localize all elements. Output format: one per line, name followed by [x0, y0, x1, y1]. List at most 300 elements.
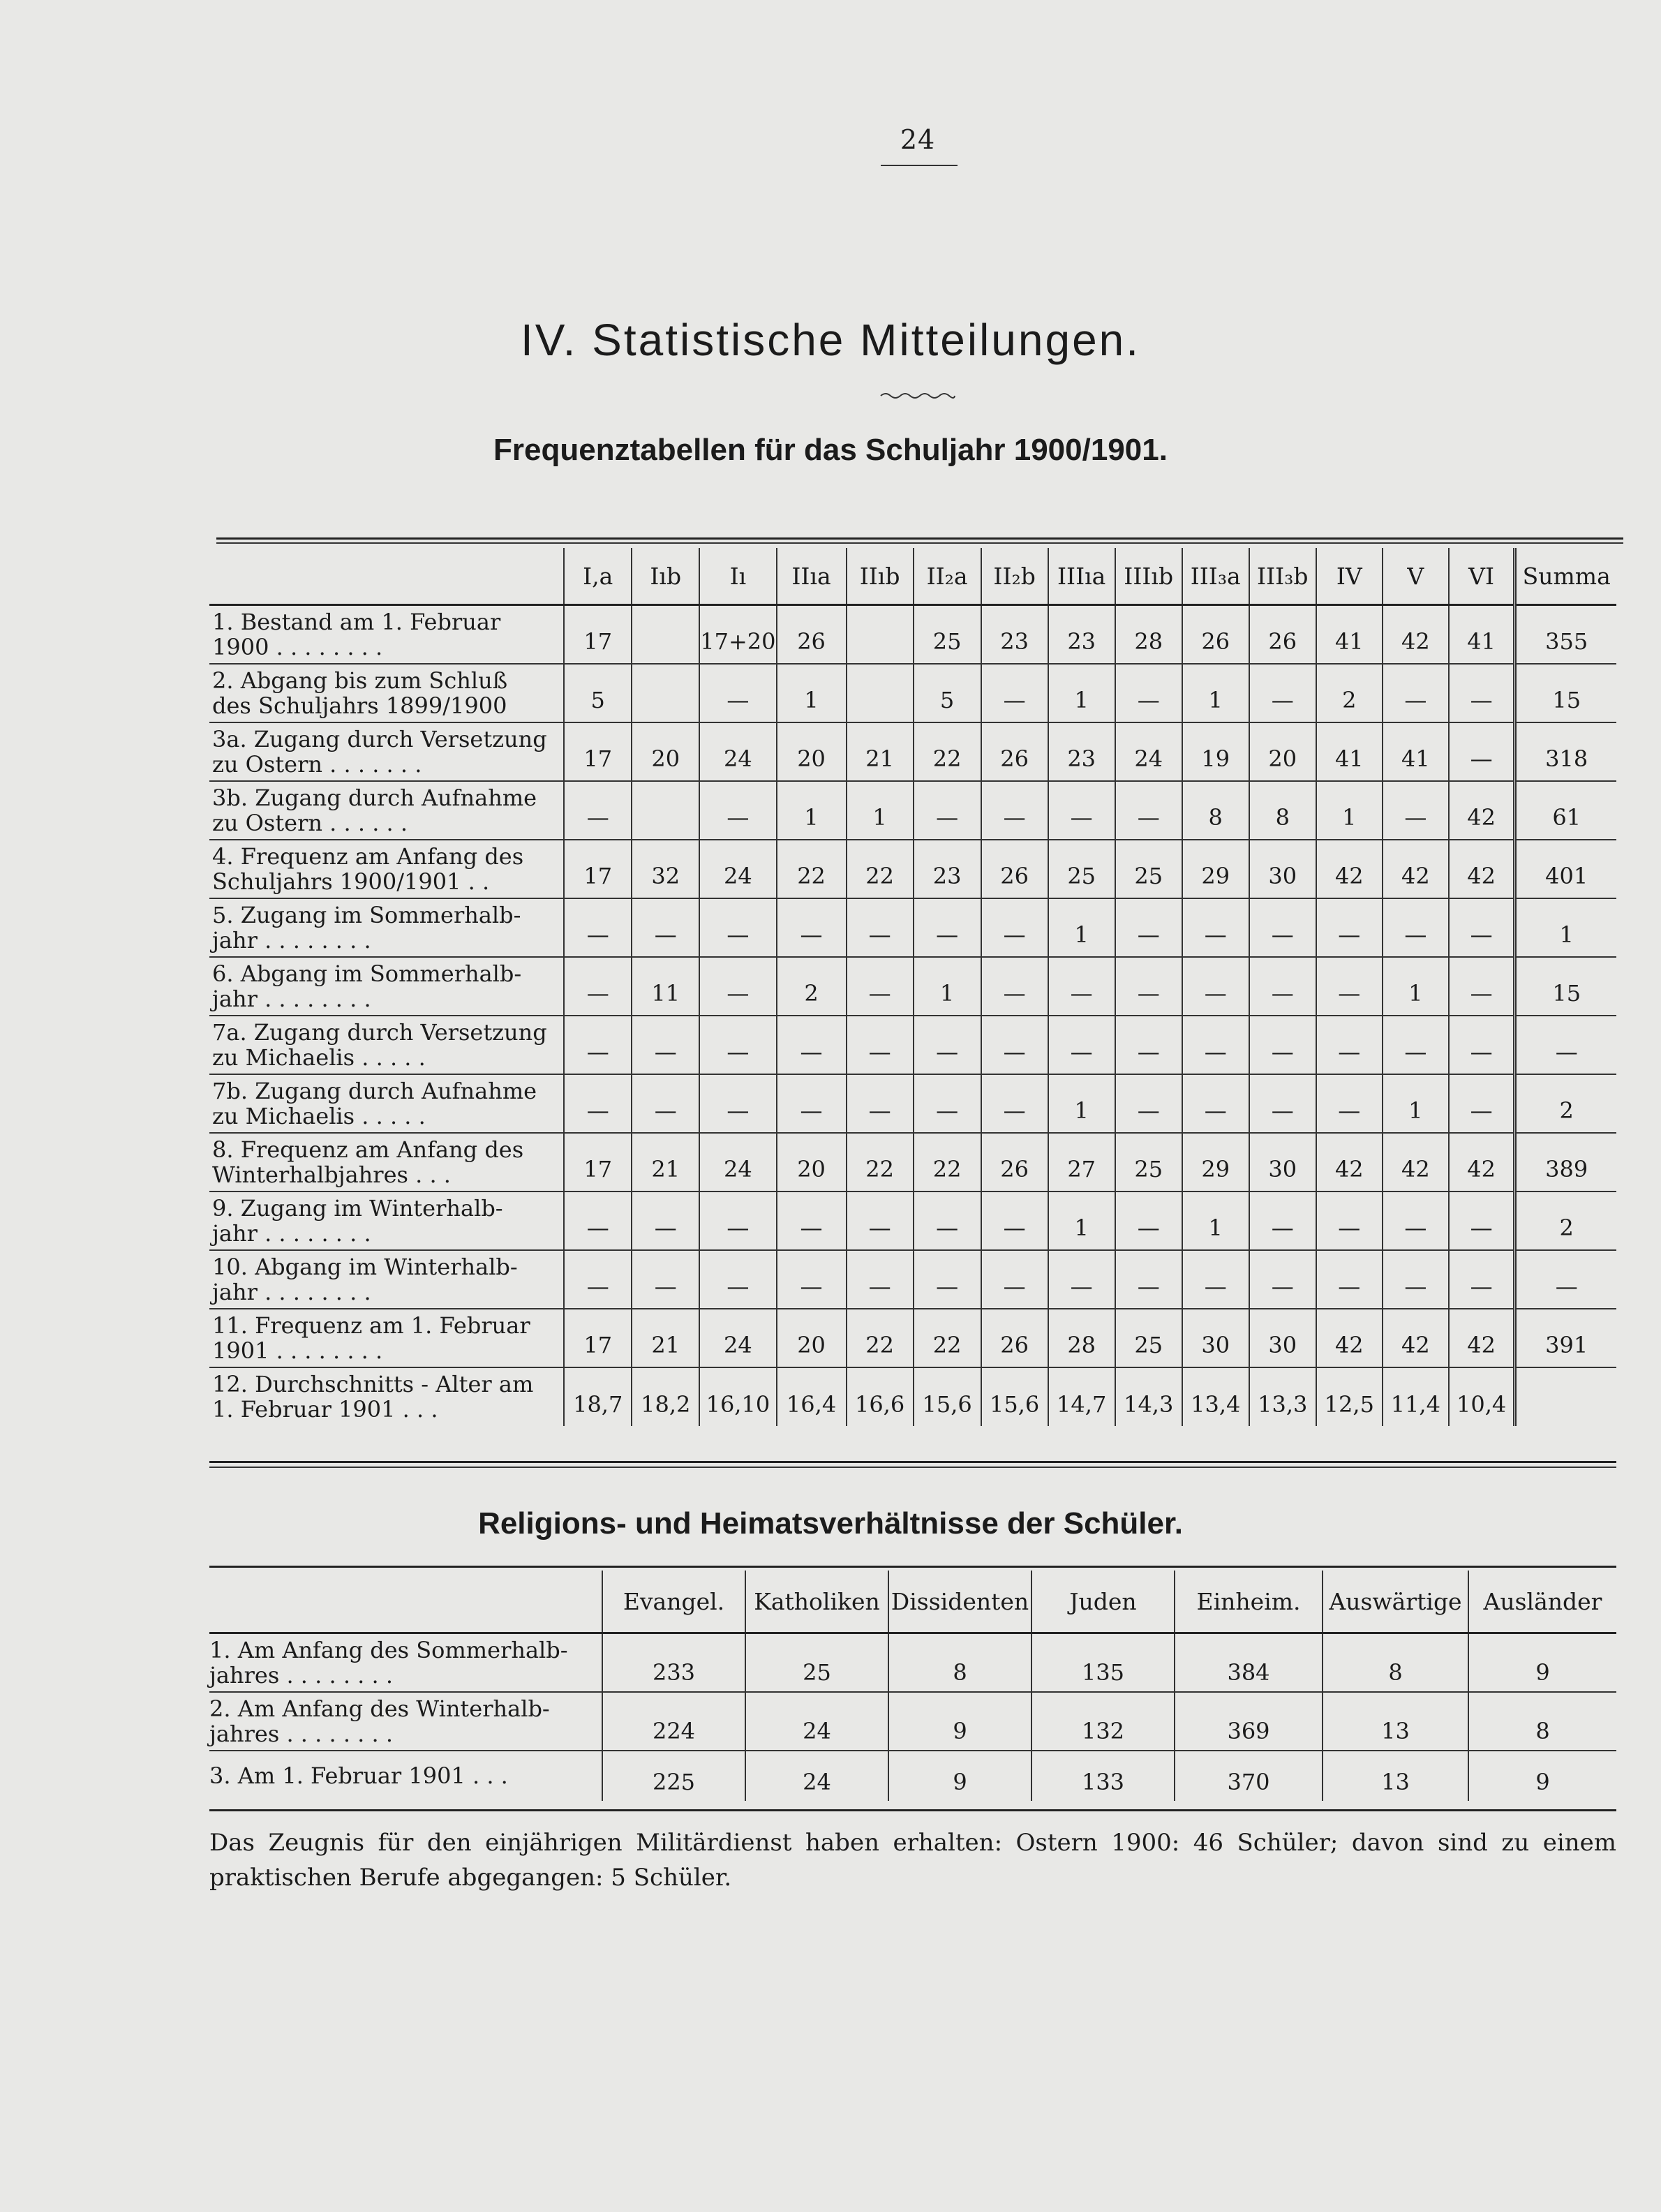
col-header: Katholiken [745, 1571, 888, 1633]
value-cell: 30 [1249, 840, 1316, 898]
value-cell: — [699, 957, 776, 1016]
value-cell: 18,2 [632, 1367, 699, 1426]
summa-cell: 401 [1515, 840, 1616, 898]
col-header: Ausländer [1468, 1571, 1616, 1633]
value-cell: — [1115, 664, 1182, 722]
row-label-line: zu Michaelis . . . . . [212, 1044, 426, 1071]
frequency-table-title: Frequenztabellen für das Schuljahr 1900/1901. [493, 433, 1168, 467]
value-cell: 1 [1182, 1192, 1249, 1250]
col-header: IIıb [847, 548, 914, 605]
value-cell: — [699, 664, 776, 722]
value-cell: 14,3 [1115, 1367, 1182, 1426]
page-number-rule [881, 165, 958, 166]
summa-cell: 15 [1515, 957, 1616, 1016]
value-cell: — [1115, 1192, 1182, 1250]
value-cell: 11 [632, 957, 699, 1016]
value-cell: 1 [1048, 898, 1115, 957]
summa-cell: 15 [1515, 664, 1616, 722]
value-cell: — [981, 1192, 1048, 1250]
row-label [209, 1692, 602, 1751]
value-cell: — [1182, 898, 1249, 957]
value-cell: — [1048, 1250, 1115, 1309]
row-label-line: 11. Frequenz am 1. Februar [212, 1312, 530, 1339]
value-cell: 1 [914, 957, 981, 1016]
row-label-line: 7a. Zugang durch Versetzung [212, 1018, 547, 1046]
value-cell: 26 [981, 840, 1048, 898]
value-cell: 19 [1182, 722, 1249, 781]
summa-cell: 61 [1515, 781, 1616, 840]
value-cell: 8 [1323, 1633, 1468, 1692]
value-cell: — [1249, 1250, 1316, 1309]
row-label-line: zu Michaelis . . . . . [212, 1102, 426, 1129]
row-label [209, 1751, 602, 1801]
header-label-cell [209, 1571, 602, 1633]
row-label-line: jahres . . . . . . . . [209, 1661, 394, 1688]
value-cell: 23 [1048, 722, 1115, 781]
table-top-rule-2 [216, 542, 1623, 544]
table-bottom-rule-2 [209, 1467, 1616, 1468]
value-cell: 17 [564, 1309, 632, 1367]
value-cell: — [1449, 664, 1515, 722]
value-cell: — [914, 898, 981, 957]
value-cell: 8 [1182, 781, 1249, 840]
value-cell: — [1048, 957, 1115, 1016]
value-cell: 22 [914, 1133, 981, 1192]
value-cell: 9 [888, 1751, 1031, 1801]
value-cell: — [981, 781, 1048, 840]
value-cell: 42 [1383, 1133, 1449, 1192]
value-cell: 15,6 [981, 1367, 1048, 1426]
row-label-line: Winterhalbjahres . . . [212, 1161, 451, 1188]
row-label [209, 1250, 564, 1309]
value-cell: 24 [699, 722, 776, 781]
value-cell: 42 [1316, 1309, 1383, 1367]
value-cell: 15,6 [914, 1367, 981, 1426]
value-cell: — [564, 957, 632, 1016]
value-cell: 26 [981, 1309, 1048, 1367]
summa-cell: 389 [1515, 1133, 1616, 1192]
value-cell: 28 [1115, 605, 1182, 664]
value-cell [632, 605, 699, 664]
value-cell: — [981, 1016, 1048, 1074]
table-row [209, 1016, 1616, 1074]
table-row [209, 605, 1616, 664]
value-cell: — [847, 957, 914, 1016]
value-cell: — [981, 664, 1048, 722]
value-cell: — [699, 1250, 776, 1309]
value-cell: 41 [1316, 605, 1383, 664]
value-cell: — [1383, 664, 1449, 722]
value-cell: 21 [847, 722, 914, 781]
table-row [209, 664, 1616, 722]
row-label-line: 12. Durchschnitts - Alter am [212, 1371, 534, 1397]
value-cell: — [1449, 1250, 1515, 1309]
col-header: II₂a [914, 548, 981, 605]
value-cell: — [1449, 1192, 1515, 1250]
row-label-line: 1901 . . . . . . . . [212, 1337, 383, 1364]
value-cell: 17 [564, 722, 632, 781]
row-label [209, 1633, 602, 1692]
row-label-line: jahr . . . . . . . . [212, 1219, 371, 1247]
value-cell: 12,5 [1316, 1367, 1383, 1426]
value-cell: 26 [777, 605, 847, 664]
value-cell: — [847, 898, 914, 957]
col-header: IIIıa [1048, 548, 1115, 605]
value-cell: 42 [1316, 1133, 1383, 1192]
value-cell: 10,4 [1449, 1367, 1515, 1426]
value-cell: 16,10 [699, 1367, 776, 1426]
table-row [209, 898, 1616, 957]
value-cell [632, 781, 699, 840]
value-cell: 42 [1449, 1309, 1515, 1367]
value-cell: — [564, 898, 632, 957]
value-cell: — [1449, 1074, 1515, 1133]
summa-cell: 2 [1515, 1192, 1616, 1250]
value-cell: 20 [777, 722, 847, 781]
value-cell: 24 [699, 1133, 776, 1192]
value-cell: 20 [777, 1133, 847, 1192]
value-cell: 16,4 [777, 1367, 847, 1426]
col-header: II₂b [981, 548, 1048, 605]
row-label-line: 1. Februar 1901 . . . [212, 1396, 438, 1423]
value-cell: — [699, 898, 776, 957]
row-label-line: 3. Am 1. Februar 1901 . . . [209, 1762, 508, 1789]
value-cell: — [632, 1192, 699, 1250]
row-label-line: 5. Zugang im Sommerhalb- [212, 901, 521, 928]
value-cell: 29 [1182, 840, 1249, 898]
value-cell: 25 [1048, 840, 1115, 898]
value-cell: — [1115, 957, 1182, 1016]
row-label [209, 605, 564, 664]
value-cell: — [1115, 898, 1182, 957]
table-row [209, 1192, 1616, 1250]
table-row [209, 1250, 1616, 1309]
value-cell: — [1048, 1016, 1115, 1074]
value-cell: 20 [777, 1309, 847, 1367]
row-label [209, 1074, 564, 1133]
frequency-header-row [209, 548, 1616, 605]
col-header: Iıb [632, 548, 699, 605]
table-row [209, 1309, 1616, 1367]
value-cell: — [777, 1192, 847, 1250]
value-cell: 233 [602, 1633, 745, 1692]
table-row [209, 1074, 1616, 1133]
value-cell: 1 [777, 664, 847, 722]
value-cell: — [1383, 898, 1449, 957]
value-cell: — [632, 1016, 699, 1074]
table-row [209, 957, 1616, 1016]
religion-header-row [209, 1571, 1616, 1633]
table-row [209, 1367, 1616, 1426]
value-cell: — [981, 1250, 1048, 1309]
row-label-line: 1. Am Anfang des Sommerhalb- [209, 1636, 568, 1663]
value-cell: — [1316, 1074, 1383, 1133]
value-cell: — [1115, 1074, 1182, 1133]
table-row [209, 1692, 1616, 1751]
value-cell: 24 [699, 1309, 776, 1367]
value-cell: — [847, 1074, 914, 1133]
value-cell: — [1383, 1016, 1449, 1074]
value-cell: 30 [1182, 1309, 1249, 1367]
row-label-line: zu Ostern . . . . . . . [212, 750, 422, 778]
col-header: Auswärtige [1323, 1571, 1468, 1633]
value-cell: 1 [1383, 1074, 1449, 1133]
row-label-line: jahres . . . . . . . . [209, 1720, 394, 1747]
value-cell: — [699, 781, 776, 840]
value-cell: 41 [1383, 722, 1449, 781]
value-cell: — [1249, 957, 1316, 1016]
value-cell: — [1182, 1016, 1249, 1074]
col-header: III₃b [1249, 548, 1316, 605]
value-cell: 17 [564, 1133, 632, 1192]
col-header: Juden [1031, 1571, 1175, 1633]
row-label-line: des Schuljahrs 1899/1900 [212, 692, 507, 719]
value-cell: 18,7 [564, 1367, 632, 1426]
section-title: IV. Statistische Mitteilungen. [520, 315, 1141, 365]
value-cell: 22 [914, 1309, 981, 1367]
value-cell: — [1316, 1016, 1383, 1074]
value-cell: 23 [1048, 605, 1115, 664]
table-row [209, 722, 1616, 781]
value-cell: 32 [632, 840, 699, 898]
table-row [209, 1751, 1616, 1801]
value-cell: 23 [981, 605, 1048, 664]
col-header: IIıa [777, 548, 847, 605]
value-cell: — [1115, 1250, 1182, 1309]
value-cell: 132 [1031, 1692, 1175, 1751]
value-cell: 2 [777, 957, 847, 1016]
row-label [209, 1133, 564, 1192]
summa-cell: 391 [1515, 1309, 1616, 1367]
row-label [209, 898, 564, 957]
value-cell: — [1182, 957, 1249, 1016]
value-cell: 42 [1449, 840, 1515, 898]
value-cell: — [981, 1074, 1048, 1133]
summa-cell [1515, 1367, 1616, 1426]
value-cell: 1 [1048, 1192, 1115, 1250]
value-cell: — [632, 1074, 699, 1133]
value-cell: 224 [602, 1692, 745, 1751]
value-cell: 26 [981, 722, 1048, 781]
summa-cell: 1 [1515, 898, 1616, 957]
value-cell: 1 [1383, 957, 1449, 1016]
value-cell: 30 [1249, 1133, 1316, 1192]
religion-table-title: Religions- und Heimatsverhältnisse der Schüler. [478, 1506, 1183, 1541]
value-cell: 17 [564, 840, 632, 898]
value-cell: — [1182, 1250, 1249, 1309]
value-cell: — [1115, 1016, 1182, 1074]
value-cell: 27 [1048, 1133, 1115, 1192]
page-number: 24 [900, 124, 936, 155]
row-label-line: 1900 . . . . . . . . [212, 633, 383, 660]
col-header: V [1383, 548, 1449, 605]
value-cell: 42 [1383, 605, 1449, 664]
value-cell: 42 [1449, 781, 1515, 840]
value-cell: 133 [1031, 1751, 1175, 1801]
value-cell: — [1449, 898, 1515, 957]
value-cell: — [1316, 957, 1383, 1016]
value-cell: 1 [1048, 664, 1115, 722]
value-cell: — [914, 1074, 981, 1133]
summa-header: Summa [1515, 548, 1616, 605]
value-cell [847, 605, 914, 664]
value-cell: 17 [564, 605, 632, 664]
value-cell: — [777, 1074, 847, 1133]
value-cell: — [699, 1192, 776, 1250]
value-cell: — [1449, 722, 1515, 781]
value-cell: 22 [847, 1309, 914, 1367]
row-label-line: 8. Frequenz am Anfang des [212, 1136, 524, 1163]
col-header: III₃a [1182, 548, 1249, 605]
row-label-line: jahr . . . . . . . . [212, 985, 371, 1012]
row-label-line: 9. Zugang im Winterhalb- [212, 1194, 503, 1222]
value-cell: 24 [745, 1692, 888, 1751]
value-cell: — [1316, 898, 1383, 957]
value-cell: — [1249, 1074, 1316, 1133]
value-cell: — [1249, 1016, 1316, 1074]
row-label [209, 1367, 564, 1426]
row-label [209, 957, 564, 1016]
value-cell: — [1316, 1250, 1383, 1309]
value-cell: 20 [632, 722, 699, 781]
value-cell: — [777, 1250, 847, 1309]
value-cell: 25 [914, 605, 981, 664]
value-cell: 24 [745, 1751, 888, 1801]
row-label-line: jahr . . . . . . . . [212, 1278, 371, 1305]
row-label [209, 1192, 564, 1250]
frequency-table [209, 548, 1616, 1426]
value-cell: 8 [1249, 781, 1316, 840]
value-cell: 8 [1468, 1692, 1616, 1751]
value-cell: 9 [1468, 1633, 1616, 1692]
col-header: VI [1449, 548, 1515, 605]
summa-cell: — [1515, 1016, 1616, 1074]
header-label-cell [209, 548, 564, 605]
value-cell: — [914, 1192, 981, 1250]
summa-cell: — [1515, 1250, 1616, 1309]
value-cell: — [1383, 1192, 1449, 1250]
table-top-rule [216, 537, 1623, 540]
value-cell: 23 [914, 840, 981, 898]
row-label-line: 6. Abgang im Sommerhalb- [212, 960, 522, 987]
value-cell: — [777, 898, 847, 957]
value-cell: — [699, 1016, 776, 1074]
row-label [209, 781, 564, 840]
value-cell: 22 [847, 840, 914, 898]
value-cell: 22 [847, 1133, 914, 1192]
value-cell: 41 [1449, 605, 1515, 664]
value-cell: — [564, 1016, 632, 1074]
value-cell: 13,4 [1182, 1367, 1249, 1426]
row-label-line: Schuljahrs 1900/1901 . . [212, 868, 490, 895]
value-cell: 9 [888, 1692, 1031, 1751]
value-cell: 5 [914, 664, 981, 722]
value-cell: 1 [777, 781, 847, 840]
row-label-line: 2. Abgang bis zum Schluß [212, 667, 508, 694]
value-cell: — [1249, 664, 1316, 722]
value-cell: 42 [1383, 840, 1449, 898]
value-cell: 25 [745, 1633, 888, 1692]
col-header: IV [1316, 548, 1383, 605]
value-cell: 22 [914, 722, 981, 781]
row-label-line: 4. Frequenz am Anfang des [212, 843, 524, 870]
value-cell: — [981, 898, 1048, 957]
value-cell: 14,7 [1048, 1367, 1115, 1426]
rel-table-top-rule [209, 1566, 1616, 1568]
value-cell: 2 [1316, 664, 1383, 722]
table-bottom-rule [209, 1461, 1616, 1463]
value-cell: — [1182, 1074, 1249, 1133]
value-cell: 17+20 [699, 605, 776, 664]
value-cell: 28 [1048, 1309, 1115, 1367]
value-cell: 26 [981, 1133, 1048, 1192]
row-label [209, 664, 564, 722]
value-cell: 225 [602, 1751, 745, 1801]
value-cell: 13,3 [1249, 1367, 1316, 1426]
row-label-line: zu Ostern . . . . . . [212, 809, 408, 836]
value-cell: 8 [888, 1633, 1031, 1692]
table-row [209, 1133, 1616, 1192]
value-cell: 1 [847, 781, 914, 840]
value-cell: 29 [1182, 1133, 1249, 1192]
col-header: Evangel. [602, 1571, 745, 1633]
row-label [209, 1016, 564, 1074]
value-cell: 42 [1449, 1133, 1515, 1192]
value-cell: — [914, 1250, 981, 1309]
value-cell: — [1048, 781, 1115, 840]
value-cell: — [564, 1192, 632, 1250]
value-cell: — [564, 1074, 632, 1133]
value-cell: — [914, 1016, 981, 1074]
value-cell: — [847, 1016, 914, 1074]
value-cell: — [1383, 1250, 1449, 1309]
value-cell: 1 [1182, 664, 1249, 722]
value-cell: — [847, 1192, 914, 1250]
row-label-line: 3a. Zugang durch Versetzung [212, 725, 547, 752]
summa-cell: 355 [1515, 605, 1616, 664]
col-header: IIIıb [1115, 548, 1182, 605]
value-cell: — [777, 1016, 847, 1074]
value-cell: — [1449, 957, 1515, 1016]
row-label-line: 2. Am Anfang des Winterhalb- [209, 1695, 550, 1722]
value-cell: 370 [1175, 1751, 1323, 1801]
value-cell: 25 [1115, 1133, 1182, 1192]
value-cell: 22 [777, 840, 847, 898]
value-cell: 24 [699, 840, 776, 898]
value-cell: 369 [1175, 1692, 1323, 1751]
value-cell: 1 [1316, 781, 1383, 840]
col-header: I,a [564, 548, 632, 605]
value-cell: — [1115, 781, 1182, 840]
value-cell: — [632, 1250, 699, 1309]
table-row [209, 1633, 1616, 1692]
row-label-line: jahr . . . . . . . . [212, 926, 371, 953]
row-label [209, 1309, 564, 1367]
table-row [209, 840, 1616, 898]
value-cell: 25 [1115, 840, 1182, 898]
value-cell: 26 [1182, 605, 1249, 664]
value-cell: 21 [632, 1133, 699, 1192]
value-cell: 384 [1175, 1633, 1323, 1692]
value-cell: 24 [1115, 722, 1182, 781]
row-label-line: 1. Bestand am 1. Februar [212, 608, 501, 635]
value-cell: 20 [1249, 722, 1316, 781]
value-cell: 30 [1249, 1309, 1316, 1367]
value-cell: — [1383, 781, 1449, 840]
value-cell: 13 [1323, 1751, 1468, 1801]
value-cell: 42 [1316, 840, 1383, 898]
certificate-note: Das Zeugnis für den einjährigen Militärdienst haben erhalten: Ostern 1900: 46 Schüler; davon sind zu einem praktischen Berufe abgegangen: 5 Schüler. [209, 1829, 1616, 1892]
